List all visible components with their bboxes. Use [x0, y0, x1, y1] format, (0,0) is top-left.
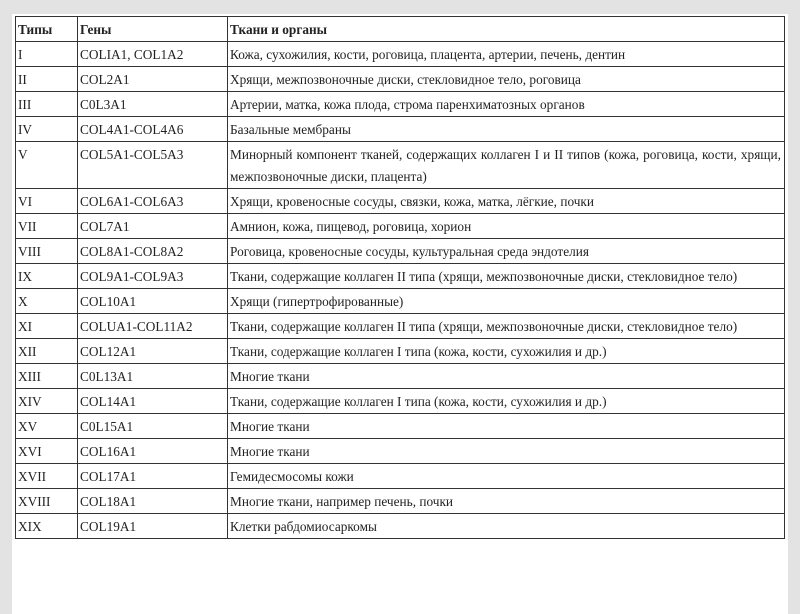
tissue-cell: Хрящи (гипертрофированные) — [228, 289, 785, 314]
type-cell: XII — [16, 339, 78, 364]
tissue-cell: Ткани, содержащие коллаген II типа (хрящи, межпозвоночные диски, стекловидное тело) — [228, 314, 785, 339]
type-cell: I — [16, 42, 78, 67]
table-row — [16, 239, 785, 264]
table-row — [16, 364, 785, 389]
gene-cell: COL18A1 — [78, 489, 228, 514]
gene-cell: COL4A1-COL4A6 — [78, 117, 228, 142]
header-tissues: Ткани и органы — [228, 17, 785, 42]
table-row — [16, 289, 785, 314]
tissue-cell: Хрящи, кровеносные сосуды, связки, кожа, матка, лёгкие, почки — [228, 189, 785, 214]
type-cell: II — [16, 67, 78, 92]
header-types: Типы — [16, 17, 78, 42]
gene-cell: COL6A1-COL6A3 — [78, 189, 228, 214]
type-cell: XIV — [16, 389, 78, 414]
table-header-row — [16, 17, 785, 42]
type-cell: VIII — [16, 239, 78, 264]
gene-cell: COL7A1 — [78, 214, 228, 239]
gene-cell: COL9A1-COL9A3 — [78, 264, 228, 289]
table-row — [16, 414, 785, 439]
type-cell: XV — [16, 414, 78, 439]
table-row — [16, 264, 785, 289]
type-cell: XVI — [16, 439, 78, 464]
tissue-cell: Клетки рабдомиосаркомы — [228, 514, 785, 539]
gene-cell: COL12A1 — [78, 339, 228, 364]
type-cell: IV — [16, 117, 78, 142]
table-row — [16, 42, 785, 67]
tissue-cell: Артерии, матка, кожа плода, строма паренхиматозных органов — [228, 92, 785, 117]
table-row — [16, 389, 785, 414]
tissue-cell: Кожа, сухожилия, кости, роговица, плацента, артерии, печень, дентин — [228, 42, 785, 67]
gene-cell: COLIA1, COL1A2 — [78, 42, 228, 67]
type-cell: XIII — [16, 364, 78, 389]
table-row — [16, 339, 785, 364]
table-row — [16, 514, 785, 539]
type-cell: XVII — [16, 464, 78, 489]
tissue-cell: Минорный компонент тканей, содержащих коллаген I и II типов (кожа, роговица, кости, хрящи, межпозвоночные диски, плацента) — [228, 142, 785, 189]
tissue-cell: Базальные мембраны — [228, 117, 785, 142]
tissue-cell: Многие ткани, например печень, почки — [228, 489, 785, 514]
type-cell: XVIII — [16, 489, 78, 514]
gene-cell: COL2A1 — [78, 67, 228, 92]
tissue-cell: Ткани, содержащие коллаген I типа (кожа, кости, сухожилия и др.) — [228, 389, 785, 414]
tissue-cell: Хрящи, межпозвоночные диски, стекловидное тело, роговица — [228, 67, 785, 92]
type-cell: XI — [16, 314, 78, 339]
table-row — [16, 489, 785, 514]
table-row — [16, 67, 785, 92]
gene-cell: C0L3A1 — [78, 92, 228, 117]
tissue-cell: Ткани, содержащие коллаген I типа (кожа, кости, сухожилия и др.) — [228, 339, 785, 364]
tissue-cell: Многие ткани — [228, 414, 785, 439]
table-row — [16, 464, 785, 489]
tissue-cell: Многие ткани — [228, 364, 785, 389]
gene-cell: COL19A1 — [78, 514, 228, 539]
type-cell: VII — [16, 214, 78, 239]
table-row — [16, 314, 785, 339]
gene-cell: COL14A1 — [78, 389, 228, 414]
type-cell: IX — [16, 264, 78, 289]
type-cell: V — [16, 142, 78, 189]
tissue-cell: Гемидесмосомы кожи — [228, 464, 785, 489]
table-row — [16, 214, 785, 239]
table-row — [16, 189, 785, 214]
tissue-cell: Амнион, кожа, пищевод, роговица, хорион — [228, 214, 785, 239]
gene-cell: COL5A1-COL5A3 — [78, 142, 228, 189]
table-row — [16, 142, 785, 189]
gene-cell: COL10A1 — [78, 289, 228, 314]
gene-cell: COL16A1 — [78, 439, 228, 464]
type-cell: X — [16, 289, 78, 314]
table-row — [16, 92, 785, 117]
gene-cell: C0L15A1 — [78, 414, 228, 439]
tissue-cell: Многие ткани — [228, 439, 785, 464]
type-cell: III — [16, 92, 78, 117]
tissue-cell: Роговица, кровеносные сосуды, культуральная среда эндотелия — [228, 239, 785, 264]
header-genes: Гены — [78, 17, 228, 42]
type-cell: VI — [16, 189, 78, 214]
gene-cell: COLUA1-COL11A2 — [78, 314, 228, 339]
type-cell: XIX — [16, 514, 78, 539]
table-row — [16, 439, 785, 464]
gene-cell: COL8A1-COL8A2 — [78, 239, 228, 264]
collagen-types-table — [15, 16, 785, 539]
gene-cell: COL17A1 — [78, 464, 228, 489]
table-row — [16, 117, 785, 142]
gene-cell: C0L13A1 — [78, 364, 228, 389]
tissue-cell: Ткани, содержащие коллаген II типа (хрящи, межпозвоночные диски, стекловидное тело) — [228, 264, 785, 289]
